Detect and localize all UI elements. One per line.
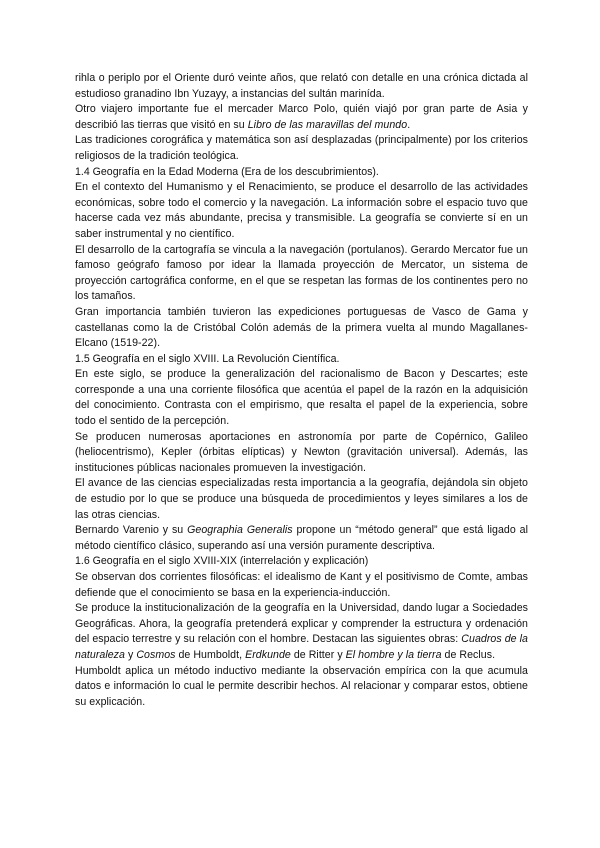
text-span: propone un “método general” que está ligado al método científico clásico, superando así una versión puramente descriptiva. xyxy=(75,524,528,552)
book-title: El hombre y la tierra xyxy=(345,648,442,661)
section-heading-1-5: 1.5 Geografía en el siglo XVIII. La Revolución Científica. xyxy=(75,352,340,365)
paragraph-humboldt-method: Humboldt aplica un método inductivo mediante la observación empírica con la que acumula datos e información lo cual le permite describir hechos. Al relacionar y comparar estos, obtiene su explicación. xyxy=(75,664,528,708)
paragraph-specialized-sciences: El avance de las ciencias especializadas resta importancia a la geografía, dejándola sin objeto de estudio por lo que se produce una búsqueda de procedimientos y leyes similares a los de las otras ciencias. xyxy=(75,477,528,521)
paragraph-varenio xyxy=(75,523,528,554)
text-span: de Ritter y xyxy=(290,648,346,661)
paragraph-expeditions: Gran importancia también tuvieron las expediciones portuguesas de Vasco de Gama y castellanas como la de Cristóbal Colón además de la primera vuelta al mundo Magallanes-Elcano (1519-22). xyxy=(75,305,528,350)
text-span: de Reclus. xyxy=(441,648,496,661)
text-span: . xyxy=(407,118,411,131)
book-title: Cosmos xyxy=(136,648,176,661)
section-heading-1-6: 1.6 Geografía en el siglo XVIII-XIX (interrelación y explicación) xyxy=(75,555,369,568)
text-span: de Humboldt, xyxy=(175,648,246,661)
paragraph-humanism: En el contexto del Humanismo y el Renacimiento, se produce el desarrollo de las actividades económicas, sobre todo el comercio y la navegación. La información sobre el espacio tuvo que hacerse cada vez más abundante, precisa y transmisible. La geografía se convierte sí en un saber instrumental y no científico. xyxy=(75,181,528,240)
text-span: y xyxy=(124,648,137,661)
paragraph-traditions: Las tradiciones corográfica y matemática son así desplazadas (principalmente) por los criterios religiosos de la tradición teológica. xyxy=(75,134,528,162)
text-span: Bernardo Varenio y su xyxy=(75,524,188,537)
paragraph-institutionalization xyxy=(75,601,528,663)
paragraph-rationalism: En este siglo, se produce la generalización del racionalismo de Bacon y Descartes; este corresponde a una una corriente filosófica que acentúa el papel de la razón en la adquisición del conocimiento. Contrasta con el empirismo, que resalta el papel de la experiencia, sobre todo el sentido de la percepción. xyxy=(75,368,528,428)
paragraph-marco-polo xyxy=(75,102,528,133)
book-title: Erdkunde xyxy=(245,648,291,661)
text-span: Otro viajero importante fue el mercader Marco Polo, quién viajó por gran parte de Asia y describió las tierras que visitó en su xyxy=(75,103,528,131)
paragraph-cartography: El desarrollo de la cartografía se vincula a la navegación (portulanos). Gerardo Mercator fue un famoso geógrafo famoso por idear la llamada proyección de Mercator, un sistema de proyección cartográfica conforme, en el que se respetan las formas de los continentes pero no los tamaños. xyxy=(75,243,528,303)
paragraph-philosophical-currents: Se observan dos corrientes filosóficas: el idealismo de Kant y el positivismo de Comte, ambas defiende que el conocimiento se basa en la experiencia-inducción. xyxy=(75,571,528,599)
book-title: Libro de las maravillas del mundo xyxy=(247,118,408,131)
text-span: Se produce la institucionalización de la geografía en la Universidad, dando lugar a Sociedades Geográficas. Ahora, la geografía pretenderá explicar y comprender la estructura y ordenación del espacio terrestre y su relación con el hombre. Destacan las siguientes obras: xyxy=(75,602,528,646)
paragraph-ibn-battuta: rihla o periplo por el Oriente duró veinte años, que relató con detalle en una crónica dictada al estudioso granadino Ibn Yuzayy, a instancias del sultán marinída. xyxy=(75,72,528,100)
book-title: Cuadros de la naturaleza xyxy=(75,633,529,661)
paragraph-astronomy: Se producen numerosas aportaciones en astronomía por parte de Copérnico, Galileo (heliocentrismo), Kepler (órbitas elípticas) y Newton (gravitación universal). Además, las instituciones públicas nacionales promueven la investigación. xyxy=(75,430,528,474)
book-title: Geographia Generalis xyxy=(187,524,293,537)
section-heading-1-4: 1.4 Geografía en la Edad Moderna (Era de los descubrimientos). xyxy=(75,165,379,178)
